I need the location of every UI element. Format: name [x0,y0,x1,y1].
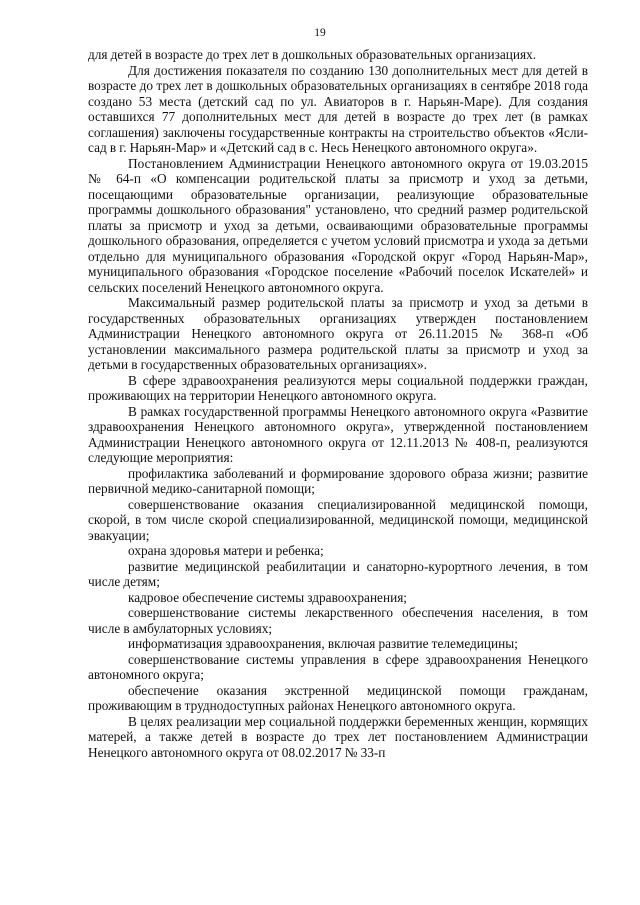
page-number: 19 [314,27,326,39]
list-item: обеспечение оказания экстренной медицинской помощи гражданам, проживающим в труднодоступных районах Ненецкого автономного округа. [88,682,588,713]
list-item: совершенствование системы управления в сфере здравоохранения Ненецкого автономного округа; [88,651,588,682]
paragraph: В рамках государственной программы Ненецкого автономного округа «Развитие здравоохранения Ненецкого автономного округа», утвержденной постановлением Администрации Ненецкого автономного округа от 12.11.2013 № 408-п, реализуются следующие мероприятия: [88,403,588,465]
list-item: информатизация здравоохранения, включая развитие телемедицины; [128,636,518,651]
paragraph: В сфере здравоохранения реализуются меры социальной поддержки граждан, проживающих на территории Ненецкого автономного округа. [88,372,588,403]
list-item: кадровое обеспечение системы здравоохранения; [128,589,407,605]
list-item: совершенствование системы лекарственного обеспечения населения, в том числе в амбулаторных условиях; [88,605,588,636]
paragraph: В целях реализации мер социальной поддержки беременных женщин, кормящих матерей, а также детей в возрасте до трех лет постановлением Администрации Ненецкого автономного округа от 08.02.2017 № 33-п [88,713,588,760]
list-item: профилактика заболеваний и формирование здорового образа жизни; развитие первичной медико-санитарной помощи; [88,465,588,496]
paragraph: для детей в возрасте до трех лет в дошкольных образовательных организациях. [88,47,537,62]
paragraph: Для достижения показателя по созданию 130 дополнительных мест для детей в возрасте до трех лет в дошкольных образовательных организациях в сентябре 2018 года создано 53 места (детский сад по ул. Авиаторов в г. Нарьян-Маре). Для создания оставшихся 77 дополнительных мест для детей в возрасте до трех лет (в рамках соглашения) заключены государственные контракты на строительство объектов «Ясли-сад в г. Нарьян-Мар» и «Детский сад в с. Несь Ненецкого автономного округа». [88,62,588,155]
list-item: развитие медицинской реабилитации и санаторно-курортного лечения, в том числе детям; [88,558,588,589]
paragraph: Постановлением Администрации Ненецкого автономного округа от 19.03.2015 № 64-п «О компенсации родительской платы за присмотр и уход за детьми, посещающими образовательные организации, реализующие образовательные программы дошкольного образования" установлено, что средний размер родительской платы за присмотр и уход за детьми, осваивающими образовательные программы дошкольного образования, определяется с учетом условий присмотра и ухода за детьми отдельно для муниципального образования «Городской округ «Город Нарьян-Мар», муниципального образования «Городское поселение «Рабочий поселок Искателей» и сельских поселений Ненецкого автономного округа. [88,155,588,295]
body-text [88,47,588,760]
paragraph: Максимальный размер родительской платы за присмотр и уход за детьми в государственных образовательных организациях утвержден постановлением Администрации Ненецкого автономного округа от 26.11.2015 № 368-п «Об установлении максимального размера родительской платы за присмотр и уход за детьми в государственных образовательных организациях». [88,295,588,372]
list-item: совершенствование оказания специализированной медицинской помощи, скорой, в том числе скорой специализированной, медицинской помощи, медицинской эвакуации; [88,496,588,543]
list-item: охрана здоровья матери и ребенка; [128,543,324,558]
